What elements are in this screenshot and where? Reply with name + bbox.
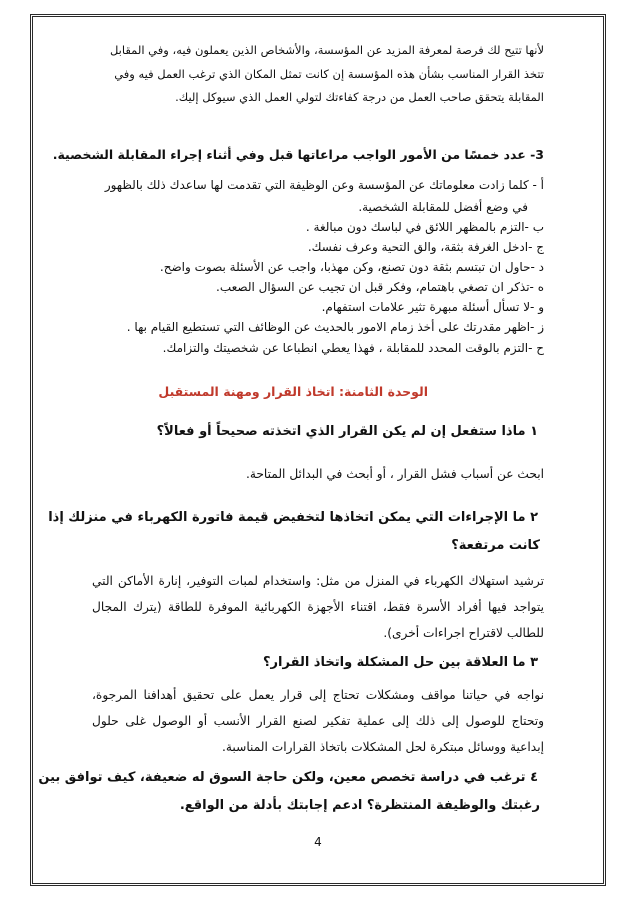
list-item-g: ز -اظهر مقدرتك على أخذ زمام الامور بالحديث عن الوظائف التي تستطيع القيام بها .: [126, 320, 544, 334]
list-item-d: د -حاول ان تبتسم بثقة دون تصنع، وكن مهذبا، واجب عن الأسئلة بصوت واضح.: [159, 260, 544, 274]
list-item-h: ح -التزم بالوقت المحدد للمقابلة ، فهذا يعطي انطباعا عن شخصيتك والتزامك.: [162, 341, 544, 355]
question-4-line-1: ٤ ترغب في دراسة تخصص معين، ولكن حاجة السوق له ضعيفة، كيف توافق بين: [38, 770, 538, 785]
intro-line-1: لأنها تتيح لك فرصة لمعرفة المزيد عن المؤسسة، والأشخاص الذين يعملون فيه، وفي المقابل: [109, 43, 544, 57]
intro-line-3: المقابلة يتحقق صاحب العمل من درجة كفاءتك لتولي العمل الذي سيوكل إليك.: [175, 90, 544, 104]
answer-3: نواجه في حياتنا مواقف ومشكلات تحتاج إلى قرار يعمل على تحقيق أهدافنا المرجوة، وتحتاج للوصول إلى ذلك إلى عملية تفكير لصنع القرار الأنسب أو الوصول غلى حلول إبداعية ووسائل مبتكرة لحل المشكلات باتخاذ القرارات المناسبة.: [92, 688, 544, 754]
question-1: ١ ماذا ستفعل إن لم يكن القرار الذي اتخذته صحيحاً أو فعالاً؟: [156, 424, 538, 439]
list-item-a: أ - كلما زادت معلوماتك عن المؤسسة وعن الوظيفة التي تقدمت لها ساعدك ذلك بالظهور: [104, 178, 544, 192]
list-item-c: ج -ادخل الغرفة بثقة، والق التحية وعرف نفسك.: [307, 240, 544, 254]
unit-title: الوحدة الثامنة: اتخاذ القرار ومهنة المستقبل: [158, 384, 428, 399]
answer-2: ترشيد استهلاك الكهرباء في المنزل من مثل: واستخدام لمبات التوفير، إنارة الأماكن التي يتواجد فيها أفراد الأسرة فقط، اقتناء الأجهزة الكهربائية الموفرة للطاقة (يترك المجال للطالب لاقتراح اجراءات أخرى).: [92, 574, 544, 640]
question-3: ٣ ما العلاقة بين حل المشكلة واتخاذ القرار؟: [263, 655, 538, 670]
question-2-line-2: كانت مرتفعة؟: [451, 538, 540, 553]
list-item-b: ب -التزم بالمظهر اللائق في لباسك دون مبالغة .: [305, 220, 544, 234]
page-number: 4: [314, 835, 322, 849]
list-item-a-cont: في وضع أفضل للمقابلة الشخصية.: [358, 200, 528, 214]
question-4-line-2: رغبتك والوظيفة المنتظرة؟ ادعم إجابتك بأدلة من الواقع.: [179, 798, 540, 813]
intro-line-2: تتخذ القرار المناسب بشأن هذه المؤسسة إن كانت تمثل المكان الذي ترغب العمل فيه وفي: [114, 67, 544, 81]
question-2-line-1: ٢ ما الإجراءات التي يمكن اتخاذها لتخفيض قيمة فاتورة الكهرباء في منزلك إذا: [48, 510, 538, 525]
list-item-e: ه -تذكر ان تصغي باهتمام، وفكر قبل ان تجيب عن السؤال الصعب.: [216, 280, 544, 294]
list-item-f: و -لا تسأل أسئلة مبهرة تثير علامات استفهام.: [321, 300, 544, 314]
section-3-heading: 3- عدد خمسًا من الأمور الواجب مراعاتها قبل وفي أثناء إجراء المقابلة الشخصية.: [52, 147, 544, 162]
answer-1: ابحث عن أسباب فشل القرار ، أو أبحث في البدائل المتاحة.: [245, 467, 544, 481]
